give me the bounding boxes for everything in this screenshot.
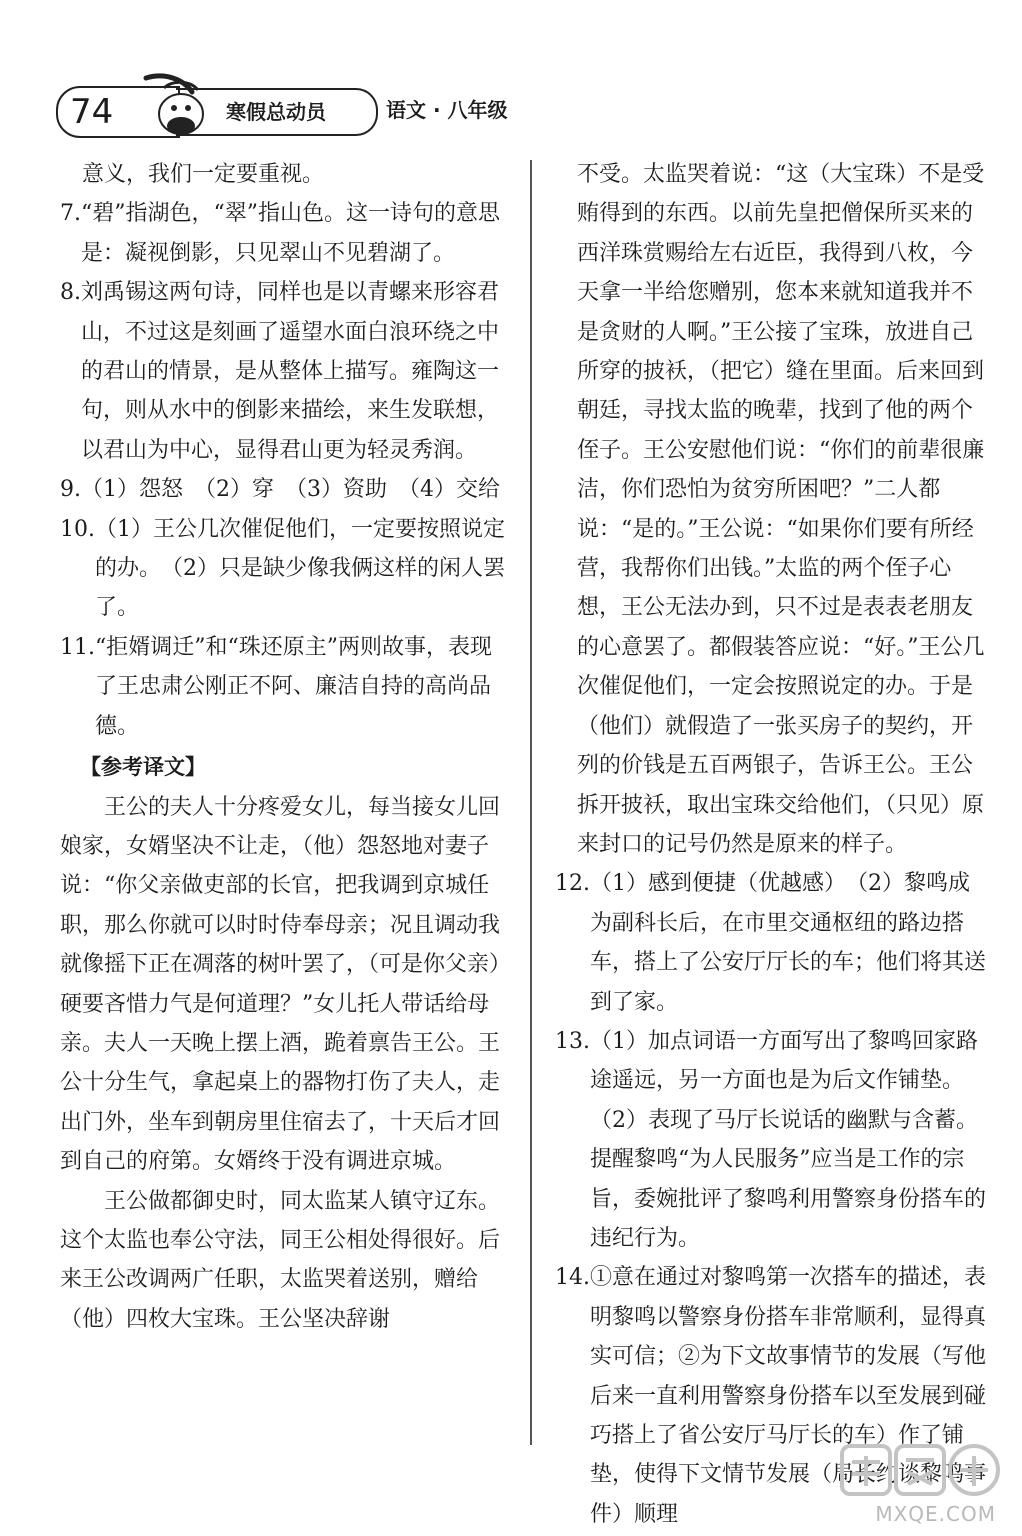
answer-item-12 [555, 864, 990, 1022]
subject-grade: 语文 · 八年级 [386, 98, 508, 122]
answer-item-13 [555, 1022, 990, 1258]
item-text: “拒婿调迁”和“珠还原主”两则故事，表现了王忠肃公刚正不阿、廉洁自持的高尚品德。 [95, 634, 492, 739]
item-number: 12. [555, 871, 590, 897]
answer-item-10 [60, 510, 505, 628]
item-text: 刘禹锡这两句诗，同样也是以青螺来形容君山，不过这是刻画了遥望水面白浪环绕之中的君山的情景，是从整体上描写。雍陶这一句，则从水中的倒影来描绘，来生发联想，以君山为中心，显得君山更为轻灵秀润。 [81, 280, 500, 463]
watermark-logo [836, 1440, 1002, 1530]
translation-paragraph: 王公做都御史时，同太监某人镇守辽东。这个太监也奉公守法，同王公相处得很好。后来王公改调两广任职，太监哭着送别，赠给（他）四枚大宝珠。王公坚决辞谢 [60, 1188, 501, 1332]
item-text: ①意在通过对黎鸣第一次搭车的描述，表明黎鸣以警察身份搭车非常顺利，显得真实可信；②为下文故事情节的发展（写他后来一直利用警察身份搭车以至发展到碰巧搭上了省公安厅马厅长的车）作了铺垫，使得下文情节发展（局长约谈黎鸣事件）顺理 [590, 1265, 987, 1527]
translation-continuation: 不受。太监哭着说：“这（大宝珠）不是受贿得到的东西。以前先皇把僧保所买来的西洋珠赏赐给左右近臣，我得到八枚，今天拿一半给您赠别，您本来就知道我并不是贪财的人啊。”王公接了宝珠，放进自己所穿的披袄，（把它）缝在里面。后来回到朝廷，寻找太监的晚辈，找到了他的两个侄子。王公安慰他们说：“你们的前辈很廉洁，你们恐怕为贫穷所困吧？”二人都说：“是的。”王公说：“如果你们要有所经营，我帮你们出钱。”太监的两个侄子心想，王公无法办到，只不过是表表老朋友的心意罢了。都假装答应说：“好。”王公几次催促他们，一定会按照说定的办。于是（他们）就假造了一张买房子的契约，开列的价钱是五百两银子，告诉王公。王公拆开披袄，取出宝珠交给他们，（只见）原来封口的记号仍然是原来的样子。 [577, 162, 985, 857]
answer-item-8 [60, 273, 505, 470]
item-text: （1）怨怒 （2）穿 （3）资助 （4）交给 [81, 477, 500, 503]
page-header [56, 80, 956, 142]
item-number: 9. [60, 477, 81, 503]
brand-title: 寒假总动员 [176, 88, 378, 136]
continuation-text: 意义，我们一定要重视。 [82, 162, 325, 187]
item-number: 10. [60, 516, 95, 542]
item-number: 14. [555, 1265, 590, 1291]
item-number: 13. [555, 1028, 590, 1054]
item-number: 11. [60, 634, 95, 660]
column-divider [530, 160, 532, 1445]
reference-translation-title: 【参考译文】 [80, 755, 206, 780]
item-text: “碧”指湖色，“翠”指山色。这一诗句的意思是：凝视倒影，只见翠山不见碧湖了。 [81, 201, 500, 266]
item-text: （1）加点词语一方面写出了黎鸣回家路途遥远，另一方面也是为后文作铺垫。 （2）表现了马厅长说话的幽默与含蓄。提醒黎鸣“为人民服务”应当是工作的宗旨，委婉批评了黎鸣利用警察身份搭车的违纪行为。 [590, 1028, 987, 1251]
item-text: （1）王公几次催促他们，一定要按照说定的办。 （2）只是缺少像我俩这样的闲人罢了。 [95, 516, 505, 621]
answer-item-9 [60, 470, 505, 509]
left-column [60, 155, 505, 1339]
right-column [555, 155, 990, 1534]
answer-item-7 [60, 194, 505, 273]
page-number: 74 [70, 92, 114, 132]
answer-item-11 [60, 628, 505, 746]
watermark-logo-icon [836, 1440, 1002, 1502]
watermark-url: MXQE.COM [875, 1502, 996, 1526]
item-text: （1）感到便捷（优越感） （2）黎鸣成为副科长后，在市里交通枢纽的路边搭车，搭上了公安厅厅长的车；他们将其送到了家。 [590, 871, 987, 1015]
item-number: 8. [60, 280, 81, 306]
translation-paragraph: 王公的夫人十分疼爱女儿，每当接女儿回娘家，女婿坚决不让走，（他）怨怒地对妻子说：“你父亲做吏部的长官，把我调到京城任职，那么你就可以时时侍奉母亲；况且调动我就像摇下正在凋落的树叶罢了，（可是你父亲）硬要吝惜力气是何道理？”女儿托人带话给母亲。夫人一天晚上摆上酒，跪着禀告王公。王公十分生气，拿起桌上的器物打伤了夫人，走出门外，坐车到朝房里住宿去了，十天后才回到自己的府第。女婿终于没有调进京城。 [60, 794, 501, 1175]
item-number: 7. [60, 201, 81, 227]
